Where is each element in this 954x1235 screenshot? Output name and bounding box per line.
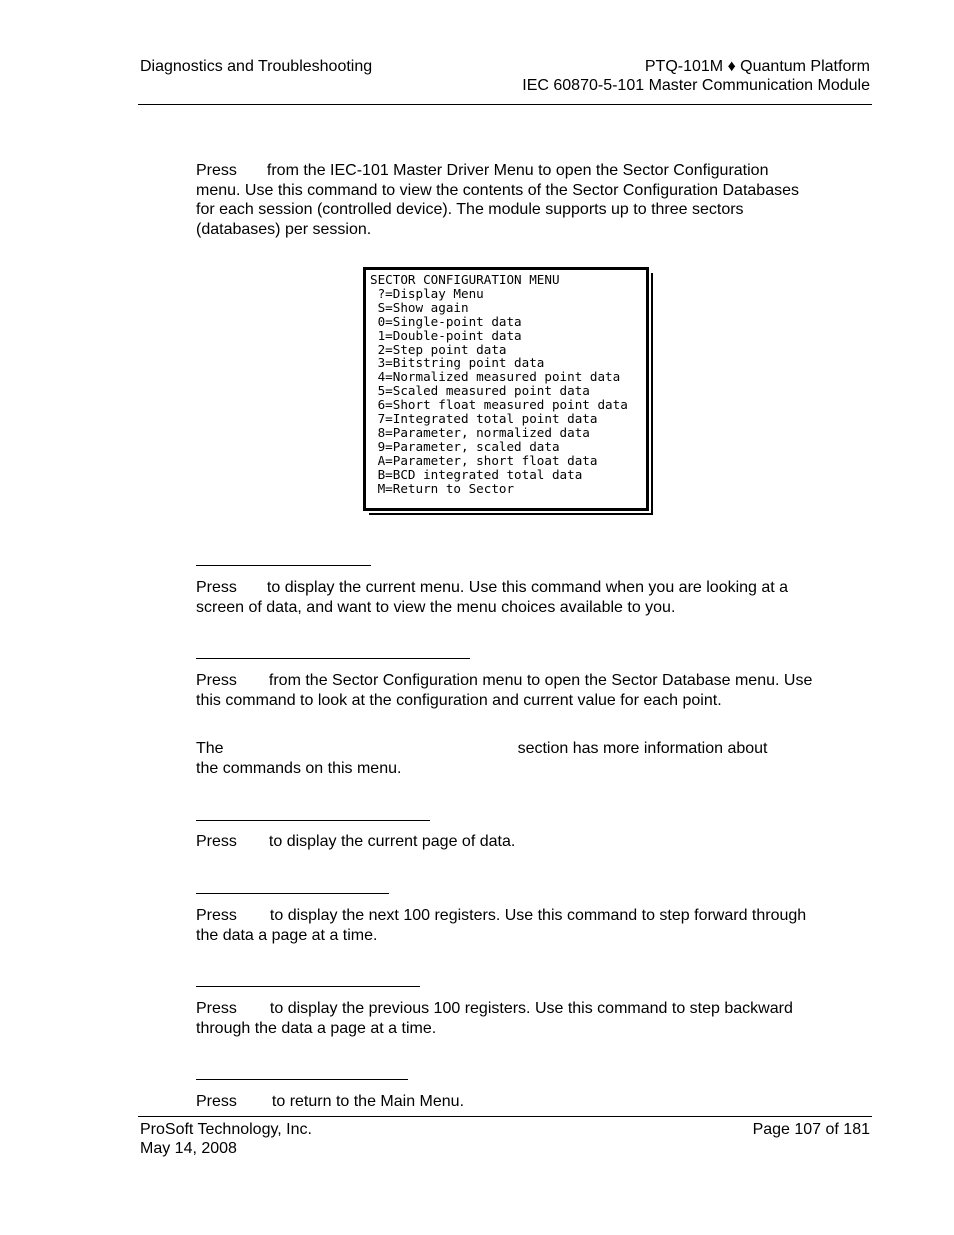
- press-word: Press: [196, 672, 237, 689]
- console-item: 8=Parameter, normalized data: [370, 424, 590, 440]
- console-item: A=Parameter, short float data: [370, 452, 598, 468]
- display-menu-paragraph: [196, 578, 816, 617]
- display-menu-line1: to display the current menu. Use this command when you are looking: [266, 579, 757, 596]
- sector-db-section-text: section has more information about: [517, 740, 768, 757]
- section-heading-rule: [196, 1079, 408, 1080]
- prev-page-rest: backward through the data a page at a time.: [196, 1000, 793, 1037]
- show-again-paragraph: [196, 832, 816, 852]
- console-item: 2=Step point data: [370, 341, 507, 357]
- section-heading-rule: [196, 565, 371, 566]
- console-item: 5=Scaled measured point data: [370, 383, 590, 399]
- sector-db-paragraph: [196, 671, 816, 710]
- intro-paragraph: [196, 161, 816, 239]
- header-product: [522, 57, 870, 95]
- console-item: S=Show again: [370, 299, 469, 315]
- sector-db-reference-paragraph: [196, 739, 816, 778]
- section-heading-rule: [196, 986, 420, 987]
- sector-db-rest: menu. Use this command to look at the configuration and current value for each point.: [196, 672, 813, 709]
- prev-page-paragraph: [196, 999, 816, 1038]
- footer-left: [140, 1120, 312, 1158]
- footer-rule: [138, 1116, 872, 1117]
- console-item: 1=Double-point data: [370, 327, 522, 343]
- sector-configuration-console: [363, 267, 649, 511]
- return-main-paragraph: [196, 1092, 816, 1112]
- next-page-rest: through the data a page at a time.: [196, 907, 807, 944]
- section-heading-rule: [196, 820, 430, 821]
- prev-page-line1: to display the previous 100 registers. Use this command to step: [269, 1000, 720, 1017]
- header-product-line2: IEC 60870-5-101 Master Communication Module: [522, 77, 870, 94]
- press-word: Press: [196, 907, 237, 924]
- display-menu-rest: at a screen of data, and want to view the menu choices available to you.: [196, 579, 789, 616]
- intro-rest: menu. Use this command to view the contents of the Sector Configuration Databases for each session (controlled device). The module supports up to three sectors (databases) per session.: [196, 181, 799, 238]
- next-page-paragraph: [196, 906, 816, 945]
- section-heading-rule: [196, 658, 470, 659]
- console-item: ?=Display Menu: [370, 285, 484, 301]
- show-again-line1: to display the current page of data.: [268, 833, 516, 850]
- console-item: M=Return to Sector: [370, 480, 515, 496]
- console-item: 7=Integrated total point data: [370, 411, 598, 427]
- console-item: 9=Parameter, scaled data: [370, 438, 560, 454]
- console-item: 6=Short float measured point data: [370, 397, 628, 413]
- console-item: 0=Single-point data: [370, 313, 522, 329]
- section-heading-rule: [196, 893, 389, 894]
- console-item: 3=Bitstring point data: [370, 355, 545, 371]
- header-rule: [138, 104, 872, 105]
- console-item: B=BCD integrated total data: [370, 466, 583, 482]
- press-word: Press: [196, 833, 237, 850]
- console-title: SECTOR CONFIGURATION MENU: [370, 272, 560, 287]
- intro-line1: from the IEC-101 Master Driver Menu to open the Sector Configuration: [266, 162, 769, 179]
- header-product-line1: PTQ-101M ♦ Quantum Platform: [644, 58, 870, 75]
- press-word: Press: [196, 1093, 237, 1110]
- sector-db-section-rest: the commands on this menu.: [196, 759, 402, 777]
- footer-company: ProSoft Technology, Inc.: [140, 1121, 312, 1138]
- console-item: 4=Normalized measured point data: [370, 369, 621, 385]
- next-page-line1: to display the next 100 registers. Use this command to step forward: [269, 907, 748, 924]
- press-word: Press: [196, 579, 237, 596]
- console-text: [366, 270, 646, 496]
- return-main-line1: to return to the Main Menu.: [271, 1093, 465, 1110]
- intro-press: Press: [196, 162, 237, 179]
- press-word: Press: [196, 1000, 237, 1017]
- header-section-title: Diagnostics and Troubleshooting: [140, 58, 373, 75]
- footer-page-number: Page 107 of 181: [752, 1121, 870, 1138]
- footer-date: May 14, 2008: [140, 1140, 237, 1157]
- sector-db-line1: from the Sector Configuration menu to open the Sector Database: [268, 672, 731, 689]
- sector-db-the: The: [196, 740, 224, 757]
